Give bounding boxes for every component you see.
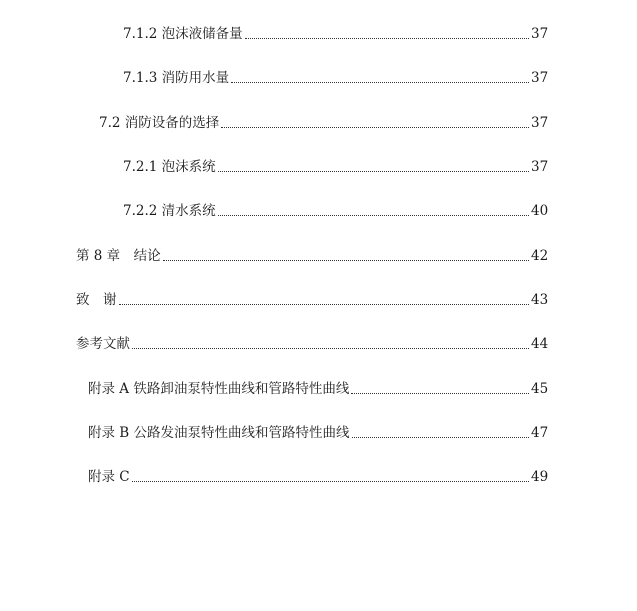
toc-entry-appendix-b[interactable] bbox=[88, 423, 547, 443]
toc-dot-leader bbox=[245, 38, 529, 39]
toc-dot-leader bbox=[163, 260, 529, 261]
toc-dot-leader bbox=[132, 348, 529, 349]
toc-dot-leader bbox=[218, 171, 529, 172]
toc-entry-label: 参考文献 bbox=[76, 336, 130, 352]
toc-entry-acknowledgements[interactable] bbox=[76, 290, 547, 310]
toc-entry-page: 49 bbox=[531, 469, 549, 485]
toc-entry-label: 7.1.2 泡沫液储备量 bbox=[123, 26, 243, 42]
toc-dot-leader bbox=[119, 304, 530, 305]
toc-entry-chapter-8[interactable] bbox=[76, 246, 547, 266]
toc-entry-references[interactable] bbox=[76, 334, 547, 354]
toc-entry-page: 37 bbox=[531, 115, 549, 131]
toc-entry-label: 附录 B 公路发油泵特性曲线和管路特性曲线 bbox=[88, 425, 350, 441]
toc-entry-7-1-3[interactable] bbox=[123, 68, 547, 88]
toc-entry-appendix-a[interactable] bbox=[88, 379, 547, 399]
toc-entry-page: 47 bbox=[531, 425, 549, 441]
toc-entry-label: 7.1.3 消防用水量 bbox=[123, 70, 230, 86]
toc-entry-page: 37 bbox=[531, 26, 549, 42]
toc-entry-label: 致 谢 bbox=[76, 292, 117, 308]
toc-entry-7-2[interactable] bbox=[99, 113, 547, 133]
toc-entry-page: 40 bbox=[531, 203, 549, 219]
toc-entry-7-1-2[interactable] bbox=[123, 24, 547, 44]
toc-dot-leader bbox=[352, 437, 529, 438]
toc-entry-7-2-2[interactable] bbox=[123, 201, 547, 221]
toc-entry-page: 37 bbox=[531, 70, 549, 86]
toc-dot-leader bbox=[351, 393, 529, 394]
toc-entry-label: 7.2.2 清水系统 bbox=[123, 203, 216, 219]
toc-entry-page: 45 bbox=[531, 381, 549, 397]
toc-dot-leader bbox=[231, 82, 529, 83]
toc-entry-label: 7.2 消防设备的选择 bbox=[99, 115, 220, 131]
toc-entry-appendix-c[interactable] bbox=[88, 467, 547, 487]
toc-entry-label: 附录 A 铁路卸油泵特性曲线和管路特性曲线 bbox=[88, 381, 350, 397]
toc-entry-page: 43 bbox=[531, 292, 549, 308]
toc-dot-leader bbox=[218, 215, 529, 216]
toc-entry-7-2-1[interactable] bbox=[123, 157, 547, 177]
toc-entry-page: 44 bbox=[531, 336, 549, 352]
toc-entry-page: 37 bbox=[531, 159, 549, 175]
toc-entry-label: 7.2.1 泡沫系统 bbox=[123, 159, 216, 175]
toc-dot-leader bbox=[132, 481, 529, 482]
toc-entry-label: 附录 C bbox=[88, 469, 130, 485]
toc-entry-label: 第 8 章 结论 bbox=[76, 248, 161, 264]
toc-dot-leader bbox=[221, 127, 529, 128]
toc-entry-page: 42 bbox=[531, 248, 549, 264]
